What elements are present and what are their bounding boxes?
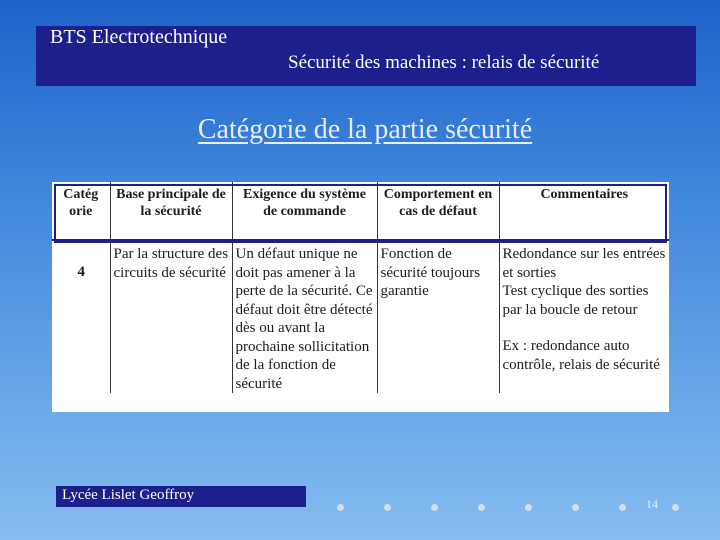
column-header-base: Base principale de la sécurité — [110, 182, 232, 240]
cell-exigence: Un défaut unique ne doit pas amener à la perte de la sécurité. Ce défaut doit être détecté dès ou avant la prochaine sollicitation de la fonction de sécurité — [232, 240, 377, 393]
comment-exemple: Ex : redondance auto contrôle, relais de sécurité — [502, 338, 660, 373]
module-title: Sécurité des machines : relais de sécurité — [288, 52, 600, 73]
column-header-commentaires: Commentaires — [540, 187, 629, 202]
cell-categorie: 4 — [52, 240, 110, 393]
table-row — [52, 240, 669, 393]
header-bar — [36, 26, 696, 86]
page-number: 14 — [646, 497, 658, 511]
decorative-dot — [619, 504, 626, 511]
decorative-dot — [337, 504, 344, 511]
cell-base: Par la structure des circuits de sécurité — [110, 240, 232, 393]
comment-redondance: Redondance sur les entrées et sorties — [502, 246, 666, 281]
decorative-dot — [478, 504, 485, 511]
comment-test-cyclique: Test cyclique des sorties par la boucle de retour — [502, 283, 649, 318]
slide-title: Catégorie de la partie sécurité — [197, 114, 533, 145]
footer-bar — [56, 486, 306, 507]
decorative-dot — [384, 504, 391, 511]
table-header-frame — [54, 184, 667, 243]
decorative-dot — [525, 504, 532, 511]
school-title: BTS Electrotechnique — [50, 26, 228, 48]
decorative-dot — [672, 504, 679, 511]
footer-school: Lycée Lislet Geoffroy — [62, 487, 195, 503]
category-table-box — [52, 182, 669, 412]
cell-commentaires — [499, 240, 669, 393]
cell-comportement: Fonction de sécurité toujours garantie — [377, 240, 499, 393]
decorative-dot — [431, 504, 438, 511]
column-header-categorie: Catég orie — [52, 182, 110, 240]
decorative-dot — [572, 504, 579, 511]
column-header-exigence: Exigence du système de commande — [232, 182, 377, 240]
column-header-comportement: Comportement en cas de défaut — [377, 182, 499, 240]
